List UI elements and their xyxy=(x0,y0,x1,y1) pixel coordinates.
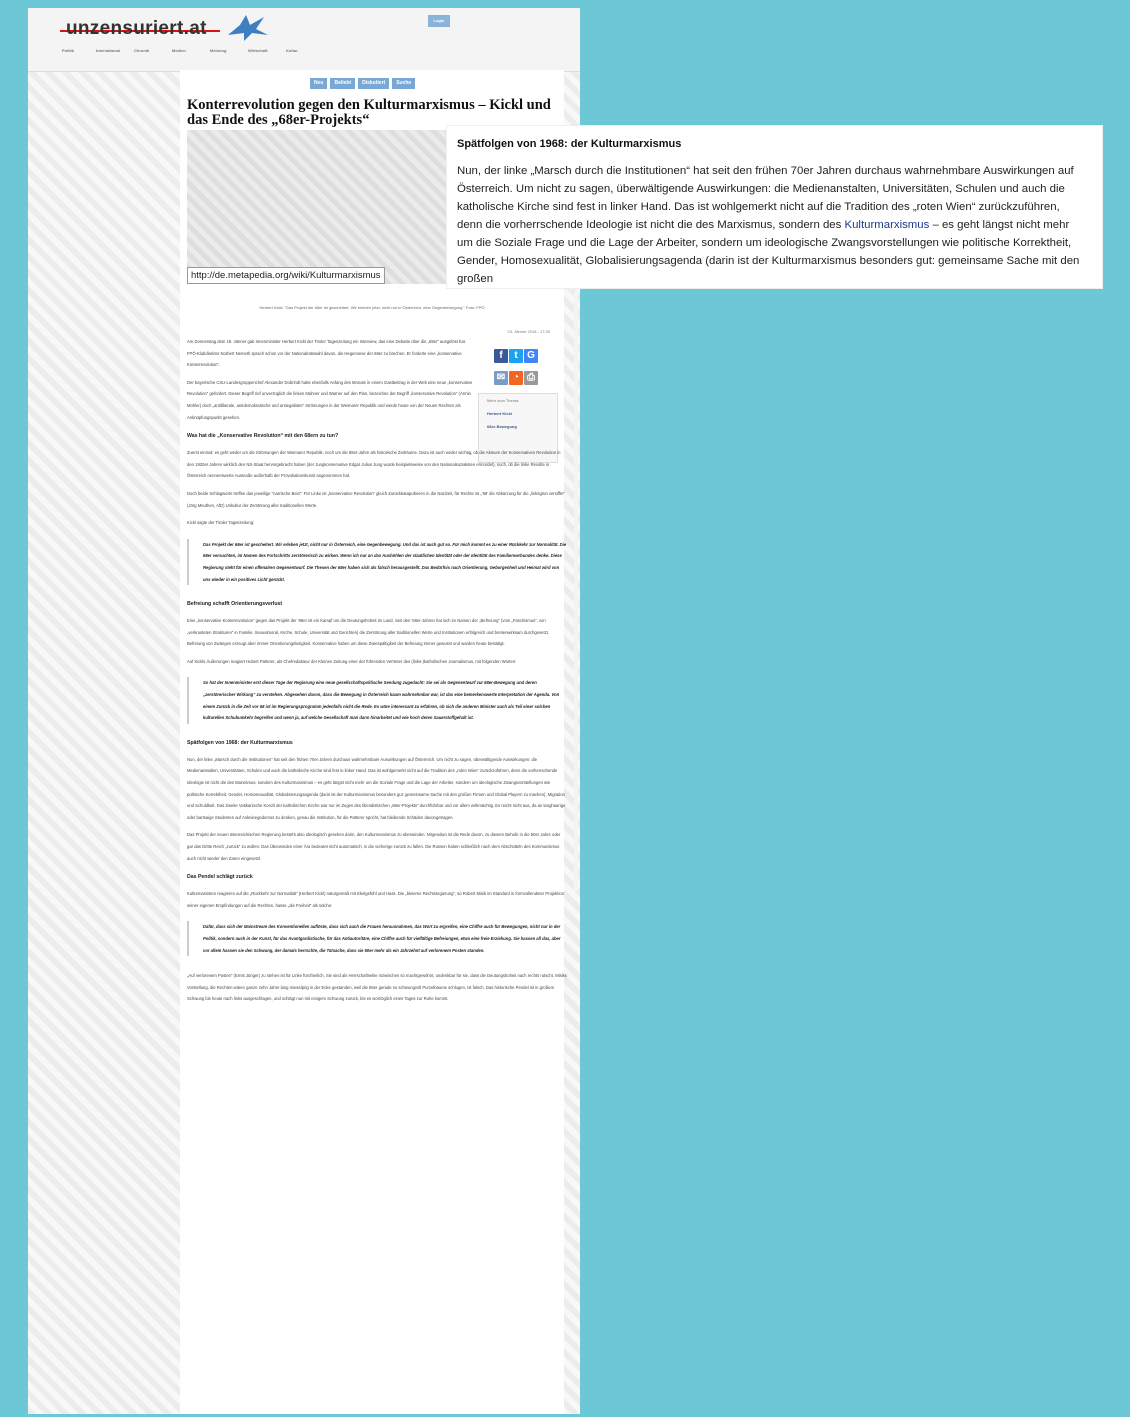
paragraph: Der bayerische CSU-Landesgruppenchef Alexander Dobrindt hatte ebenfalls Anfang des Monats in einem Gastbeitrag in der Welt eine neue „konservative Revolution“ gefordert. Dieser Begriff rief unverzüglich die linken Mahner und Warner auf den Plan, bezeichne der Begriff „konservative Revolution“ (Armin Mohler) doch „antiliberale, antidemokratische und antiegalitäre“ Strömungen in der Weimarer Republik und werde heute von der Neuen Rechten als Anknüpfungspunkt gesehen. xyxy=(187,379,473,420)
nav-wirtschaft[interactable]: Wirtschaft xyxy=(248,48,268,53)
section-heading: Spätfolgen von 1968: der Kulturmarxismus xyxy=(187,739,293,746)
zoom-text-before: Nun, der linke „Marsch durch die Institutionen“ hat seit den frühen 70er Jahren durchaus wahrnehmbare Auswirkungen auf Österreich. Um nicht zu sagen, überwältigende Auswirkungen: die Medienanstalten, Universitäten, Schulen und auch die katholische Kirche sind fest in linker Hand. Das ist wohlgemerkt nicht auf die Tradition des „roten Wien“ zurückzuführen, denn die vorherrschende Ideologie ist nicht die des Marxismus, sondern des xyxy=(457,165,1074,231)
rss-icon[interactable]: ◔ xyxy=(509,371,523,385)
zoom-text-after: – es geht längst nicht mehr um die Soziale Frage und die Lage der Arbeiter, sondern um ideologische Zwangsvorstellungen wie politische Korrektheit, Gender, Homosexualität, Globalisierungsagenda (darin ist der Kulturmarxismus besonders gut: gemeinsame Sache mit den großen xyxy=(457,219,1080,285)
facebook-icon[interactable]: f xyxy=(494,349,508,363)
tab-diskutiert[interactable]: Diskutiert xyxy=(358,78,389,89)
topic-68er-bewegung[interactable]: 68er-Bewegung xyxy=(487,424,517,429)
paragraph: Am Donnerstag dem 18. Jänner gab Innenminister Herbert Kickl der Tiroler Tageszeitung ein Interview, das eine Debatte über die „68er“ ausgelöst hat. FPÖ-Klubdirektor Norbert Nemeth sprach schon vor der Nationalratswahl davon, die Hegemonie der 68er zu brechen. Er forderte eine „konservative Konterrevolution“. xyxy=(187,339,467,368)
paragraph: Das Projekt der neuen österreichischen Regierung besteht also ideologisch gesehen darin, den Kulturmarxismus zu überwinden. Nirgendwo ist die Rede davon, zu diesem Behufe in die 50er Jahre oder gar das Dritte Reich „zurück“ zu wollen. Das Überwinden einer Ära bedeutet nicht automatisch, in die vorherige zurück zu fallen. Die Russen haben schließlich nach dem Abschütteln des Kommunismus auch nicht wieder den Zaren eingesetzt. xyxy=(187,832,561,861)
paragraph: Eine „konservative Konterrevolution“ gegen das Projekt der '68er ist ein Kampf um die Deutungshoheit im Land. Seit den '68er-Jahren hat sich im Namen der „Befreiung“ (vom „Faschismus“, von „verkrusteten Strukturen“ in Familie, Sexualmoral, Kirche, Schule, Universität und Gerichten) die Zerstörung aller traditionellen Werte und Institutionen erfolgreich und breitenwirksam durchgesetzt. Befreiung von Zwängen erzeugt aber immer Orientierungslosigkeit. Konservative haben um diese Zwiespältigkeit der Befreiung immer gewusst und warden heute bestätigt. xyxy=(187,618,550,647)
nav-meinung[interactable]: Meinung xyxy=(210,48,227,53)
article-date: 23. Jänner 2018 - 17:30 xyxy=(507,329,550,334)
section-heading: Was hat die „Konservative Revolution“ mit den 68ern zu tun? xyxy=(187,433,339,440)
paragraph: Doch beide Schlagworte treffen das jeweilige "narrische Bein": Für Linke ist „konservative Revolution“ gleich Zurückkatapultieren in die Nazizeit, für Rechte ist „'68' die Abkürzung für die „linksgrün versiffte“ (Jörg Meuthen, AfD) Unkultur der Zerstörung aller traditionellen Werte. xyxy=(187,490,565,508)
image-url-tooltip: http://de.metapedia.org/wiki/Kulturmarxismus xyxy=(187,267,385,284)
nav-medien[interactable]: Medien xyxy=(172,48,186,53)
nav-international[interactable]: International xyxy=(96,48,121,53)
article-body xyxy=(187,336,567,1011)
tab-beliebt[interactable]: Beliebt xyxy=(330,78,355,89)
tab-suche[interactable]: Suche xyxy=(392,78,415,89)
article-title: Konterrevolution gegen den Kulturmarxismus – Kickl und das Ende des „68er-Projekts“ xyxy=(187,97,551,128)
section-heading: Befreiung schafft Orientierungsverlust xyxy=(187,601,283,608)
blockquote: So hat der Innenminister erst dieser Tage der Regierung eine neue gesellschaftspolitische Sendung zugedacht: Sie sei als Gegenentwurf zur 68er-Bewegung und deren „zerstörerischer Wirkung“ zu verstehen. Abgesehen davon, dass die Bewegung in Österreich kaum wahrnehmbar war, ist das eine bemerkenswerte Interpretation der Agenda. Von einem Zurück in die Zeit vor 68 ist im Regierungsprogramm jedenfalls nicht die Rede. Es wäre interessant zu erfahren, ob sich die anderen Minister auch als Teil einer solchen kulturellen Schubumkehr begreifen und wenn ja, auf welche Gesellschaft man dann hinarbeitet und wie hoch deren Sauerstoffgehalt ist. xyxy=(187,677,567,723)
topic-herbert-kickl[interactable]: Herbert Kickl xyxy=(487,411,512,416)
section-heading: Das Pendel schlägt zurück xyxy=(187,874,253,881)
zoom-edge-strip xyxy=(574,291,578,891)
paragraph: Kulturmarxisten reagieren auf die „Rückkehr zur Normalität“ (Herbert Kickl) naturgemäß mit Ekelgefühl und Hass. Die „bleierne Rechtsregierung“, so Robert Misik im Standard in formvollendeter Projektion seiner eigenen Empfindungen auf die Rechten, hasse „die Freiheit“ als solche: xyxy=(187,891,565,908)
paragraph: Kickl sagte der Tiroler Tageszeitung: xyxy=(187,520,255,526)
google-icon[interactable]: G xyxy=(524,349,538,363)
login-button[interactable]: Login xyxy=(428,15,450,27)
main-nav xyxy=(28,48,580,60)
blockquote: Das Projekt der 68er ist gescheitert. Wir erleben jetzt, nicht nur in Österreich, eine Gegenbewegung. Und das ist auch gut so. Für mich kommt es zu einer Rückkehr zur Normalität. Die 68er versuchten, im Namen des Fortschritts zerstörerisch zu wirken. Wenn ich nur an das Aushöhlen der staatlichen Identität oder der Identität des Familienverbundes denke. Diese Regierung steht für einen offenalren Gegenentwurf. Die Thesen der 68er haben sich als falsch herausgestellt. Das Bedürfnis nach Orientierung, Geborgenheit und Heimat wird von uns wieder in ein positives Licht gerückt. xyxy=(187,539,567,585)
zoom-heading: Spätfolgen von 1968: der Kulturmarxismus xyxy=(457,138,682,150)
nav-kultur[interactable]: Kultur xyxy=(286,48,298,53)
print-icon[interactable]: ⎙ xyxy=(524,371,538,385)
nav-politik[interactable]: Politik xyxy=(62,48,75,53)
nav-chronik[interactable]: Chronik xyxy=(134,48,150,53)
kulturmarxismus-link[interactable]: Kulturmarxismus xyxy=(844,219,930,231)
filter-tabs xyxy=(310,78,415,89)
zoom-paragraph xyxy=(457,162,1087,288)
email-icon[interactable]: ✉ xyxy=(494,371,508,385)
site-logo[interactable]: unzensuriert.at xyxy=(66,18,207,39)
twitter-icon[interactable]: t xyxy=(509,349,523,363)
zoomed-excerpt xyxy=(446,125,1103,289)
tab-neu[interactable]: Neu xyxy=(310,78,327,89)
paragraph: Zuerst einmal: es geht weder um die Strömungen der Weimarer Republik, noch um die 68er-Jahre als historische Zeiträume. Dazu ist auch weder wichtig, ob die Akteure der Konservativen Revolution in den 1920er Jahren wirklich den NS-Staat hervorgebracht haben (der Jungkonservative Edgar Julius Jung wurde beispielsweise von den Nationalsozialisten ermordet), noch, ob die linke Revolte in Österreich nennenswerte Ausmaße außerhalb der Provokationskunst angenommen hat. xyxy=(187,450,561,479)
site-header xyxy=(28,8,580,72)
paragraph: „Auf verlorenem Posten“ (Ernst Jünger) zu stehen ist für Linke fürchterlich. Sie sind als Herrschaftselite inzwischen so machtgewöhnt, undenkbar für sie, dass die Deutungshoheit nach rechts rutscht. Misiks Vorstellung, die Rechten wären ganze zehn Jahre lang mieselprig in der Ecke gestanden, weil die 68er gerade so schwungvoll Purzelbäume schlugen, ist falsch. Das historische Pendel ist in großem Schwung bis heute nach links ausgeschlagen, und schlägt nun mit einigem Schwung zurück, bis es womöglich eines Tages zur Ruhe kommt. xyxy=(187,973,567,1002)
eagle-icon xyxy=(226,13,270,43)
blockquote: Dafür, dass sich der Mainstream des Konventionellen auflöste, dass sich auch die Frauen herausnahmen, das Wort zu ergreifen, eine Chiffre auch für Bewegungen, nicht nur in der Politik, sondern auch in der Kunst, für das Avantgardistische, für das Antiautoritäre, eine Chiffre auch für vielfältige Befreiungen, etwa eine freie Erziehung. Sie hassen all das, aber vor allem hassen sie den Schwung, der damals herrschte, die Tatsache, dass sie 50er mehr als ein Jahrzehnt auf verlorenem Posten standen. xyxy=(187,921,567,956)
image-caption: Herbert Kickl: "Das Projekt der 68er ist gescheitert. Wir erleben jetzt, nicht nur in Österreich, eine Gegenbewegung." Foto: FPÖ xyxy=(259,305,485,310)
related-topics-heading: Mehr zum Thema xyxy=(487,398,519,403)
paragraph: Auf Kickls Äußerungen reagiert Hubert Patterer, als Chefredakteur der Kleinen Zeitung einer der führenden Vertreter des (links-)katholischen Journalismus, mit folgenden Worten: xyxy=(187,658,517,664)
paragraph: Nun, der linke „Marsch durch die Institutionen“ hat seit den frühen 70er Jahren durchaus wahrnehmbare Auswirkungen auf Österreich. Um nicht zu sagen, überwältigende Auswirkungen: die Medienanstalten, Universitäten, Schulen und auch die katholische Kirche sind fest in linker Hand. Das ist wohlgemerkt nicht auf die Tradition des „roten Wien“ zurückzuführen, denn die vorherrschende Ideologie ist nicht die des Marxismus, sondern des Kulturmarxismus – es geht längst nicht mehr um die Soziale Frage und die Lage der Arbeiter, sondern um ideologische Zwangsvorstellungen wie politische Korrektheit, Gender, Homosexualität, Globalisierungsagenda (darin ist der Kulturmarxismus besonders gut: gemeinsame Sache mit den großen Firmen und Global Playern zu machen), Migration und Schuldkult. Das Zweite Vatikanische Konzil der katholischen Kirche war nur im Zuges des liberalistischen „68er-Projekts“ durchführbar und vor allem wirkmächtig. Es reicht nicht aus, da an langhaarige oder bartsaige Studenten auf Anknieegedemos zu denken, genau die Institution, für die Patterer spricht, hat bleibende Schäden davongetragen. xyxy=(187,756,566,820)
